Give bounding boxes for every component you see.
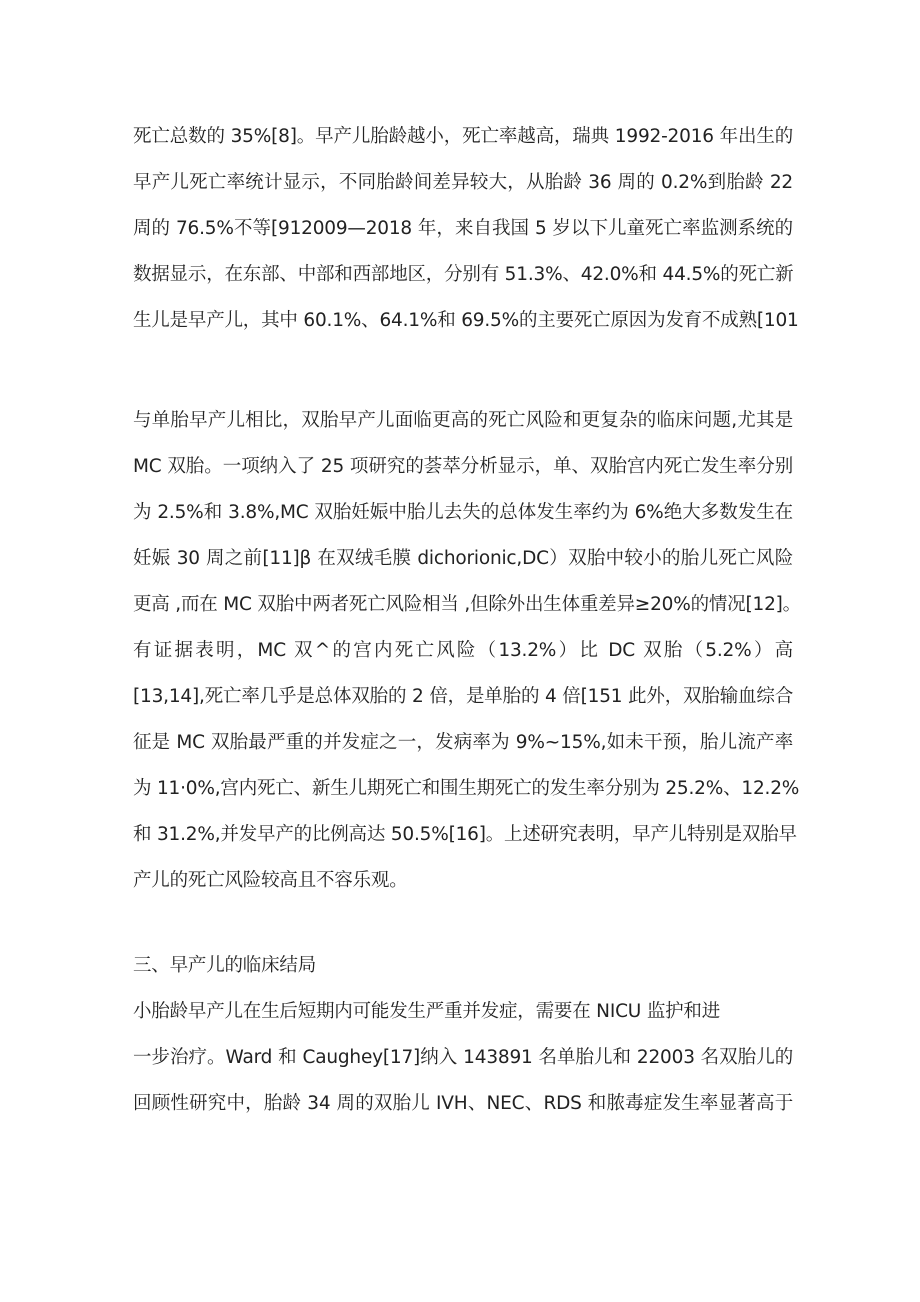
- section-3-line-3: 回顾性研究中，胎龄 34 周的双胎儿 IVH、NEC、RDS 和脓毒症发生率显著高于: [133, 1093, 793, 1114]
- paragraph-2-line-10: 和 31.2%,并发早产的比例高达 50.5%[16]。上述研究表明，早产儿特别是双胎早: [133, 824, 797, 845]
- paragraph-2-line-4: 妊娠 30 周之前[11]β 在双绒毛膜 dichorionic,DC）双胎中较小的胎儿死亡风险: [133, 548, 793, 569]
- paragraph-1-line-5: 生儿是早产儿，其中 60.1%、64.1%和 69.5%的主要死亡原因为发育不成熟[101: [133, 310, 799, 331]
- paragraph-2-line-8: 征是 MC 双胎最严重的并发症之一，发病率为 9%~15%,如未干预，胎儿流产率: [133, 732, 793, 753]
- section-3-line-1: 小胎龄早产儿在生后短期内可能发生严重并发症，需要在 NICU 监护和进: [133, 1001, 721, 1022]
- paragraph-2-line-1: 与单胎早产儿相比，双胎早产儿面临更高的死亡风险和更复杂的临床问题,尤其是: [133, 410, 793, 431]
- paragraph-1-line-1: 死亡总数的 35%[8]。早产儿胎龄越小，死亡率越高，瑞典 1992-2016 年出生的: [133, 126, 793, 147]
- paragraph-2-line-11: 产儿的死亡风险较高且不容乐观。: [133, 870, 408, 891]
- paragraph-2-line-6: 有证据表明，MC 双^的宫内死亡风险（13.2%）比 DC 双胎（5.2%）高: [133, 640, 793, 661]
- paragraph-2-line-3: 为 2.5%和 3.8%,MC 双胎妊娠中胎儿去失的总体发生率约为 6%绝大多数发生在: [133, 502, 793, 523]
- section-3-line-2: 一步治疗。Ward 和 Caughey[17]纳入 143891 名单胎儿和 22003 名双胎儿的: [133, 1047, 793, 1068]
- paragraph-1-line-4: 数据显示，在东部、中部和西部地区，分别有 51.3%、42.0%和 44.5%的死亡新: [133, 264, 794, 285]
- paragraph-2-line-2: MC 双胎。一项纳入了 25 项研究的荟萃分析显示，单、双胎宫内死亡发生率分别: [133, 456, 793, 477]
- paragraph-2-line-9: 为 11·0%,宫内死亡、新生儿期死亡和围生期死亡的发生率分别为 25.2%、12.2%: [133, 778, 800, 799]
- paragraph-2-line-7: [13,14],死亡率几乎是总体双胎的 2 倍，是单胎的 4 倍[151 此外，双胎输血综合: [133, 686, 793, 707]
- paragraph-1-line-2: 早产儿死亡率统计显示，不同胎龄间差异较大，从胎龄 36 周的 0.2%到胎龄 22: [133, 172, 793, 193]
- paragraph-1-line-3: 周的 76.5%不等[912009—2018 年，来自我国 5 岁以下儿童死亡率监测系统的: [133, 218, 793, 239]
- section-3-heading: 三、早产儿的临床结局: [133, 955, 317, 976]
- paragraph-2-line-5: 更高 ,而在 MC 双胎中两者死亡风险相当 ,但除外出生体重差异≥20%的情况[12]。: [133, 594, 801, 615]
